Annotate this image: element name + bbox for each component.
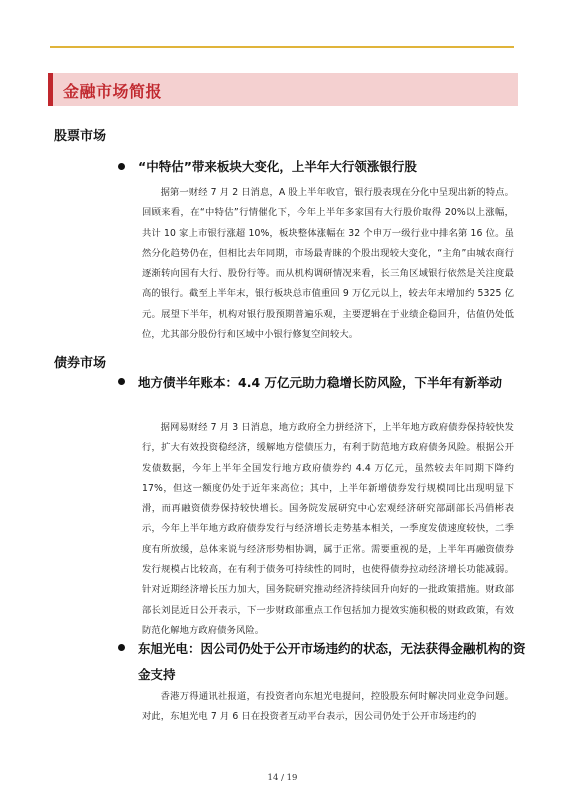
bullet-icon (118, 644, 125, 651)
subsection-bond-market: 债券市场 (54, 356, 107, 371)
article-body-3: 香港万得通讯社报道，有投资者向东旭光电提问，控股股东何时解决同业竞争问题。对此，东旭光电 7 月 6 日在投资者互动平台表示，因公司仍处于公开市场违约的 (142, 691, 514, 723)
section-banner (48, 73, 518, 106)
article-body-2: 据网易财经 7 月 3 日消息，地方政府全力拼经济下，上半年地方政府债券保持较快发行，扩大有效投资稳经济，缓解地方偿债压力，有利于防范地方政府债务风险。根据公开发债数据，今年上半年全国发行地方政府债券约 4.4 万亿元，虽然较去年同期下降约 17%，但这一额度仍处于近年来高位；其中，上半年新增债券发行规模同比出现明显下滑，而再融资债券保持较快增长。国务院发展研究中心宏观经济研究部副部长冯俏彬表示，今年上半年地方政府债券发行与经济增长走势基本相关，一季度发债速度较快，二季度有所放缓，总体来说与经济形势相协调，属于正常。需要重视的是，上半年再融资债券发行规模占比较高，在有利于债务可持续性的同时，也使得债券拉动经济增长功能减弱。针对近期经济增长压力加大，国务院研究推动经济持续回升向好的一批政策措施。财政部部长刘昆近日公开表示，下一步财政部重点工作包括加力提效实施积极的财政政策，有效防范化解地方政府债务风险。 (142, 422, 514, 636)
subsection-stock-market: 股票市场 (54, 129, 107, 144)
article-headline-3-text: 东旭光电：因公司仍处于公开市场违约的状态，无法获得金融机构的资金支持 (138, 641, 526, 682)
article-headline-2 (138, 370, 528, 396)
article-body-1: 据第一财经 7 月 2 日消息，A 股上半年收官，银行股表现在分化中呈现出新的特点。回顾来看，在“中特估”行情催化下，今年上半年多家国有大行股价取得 20%以上涨幅，共计 10 家上市银行涨超 10%，板块整体涨幅在 32 个申万一级行业中排名第 16 位。虽然分化趋势仍在，但相比去年同期，市场最青睐的个股出现较大变化，“主角”由城农商行逐渐转向国有大行、股份行等。而从机构调研情况来看，长三角区域银行依然是关注度最高的银行。截至上半年末，银行板块总市值重回 9 万亿元以上，较去年末增加约 5325 亿元。展望下半年，机构对银行股预期普遍乐观，主要逻辑在于业绩企稳回升，估值仍处低位，尤其部分股份行和区域中小银行修复空间较大。 (142, 187, 514, 341)
article-headline-1 (138, 155, 528, 179)
page-number: 14 / 19 (267, 773, 298, 783)
article-headline-3 (138, 636, 528, 688)
bullet-icon (118, 378, 125, 385)
header-rule (50, 46, 514, 48)
article-headline-1-text: “中特估”带来板块大变化，上半年大行领涨银行股 (138, 159, 417, 174)
article-headline-2-text: 地方债半年账本：4.4 万亿元助力稳增长防风险，下半年有新举动 (138, 375, 502, 390)
section-title: 金融市场简报 (63, 82, 163, 101)
bullet-icon (118, 163, 125, 170)
